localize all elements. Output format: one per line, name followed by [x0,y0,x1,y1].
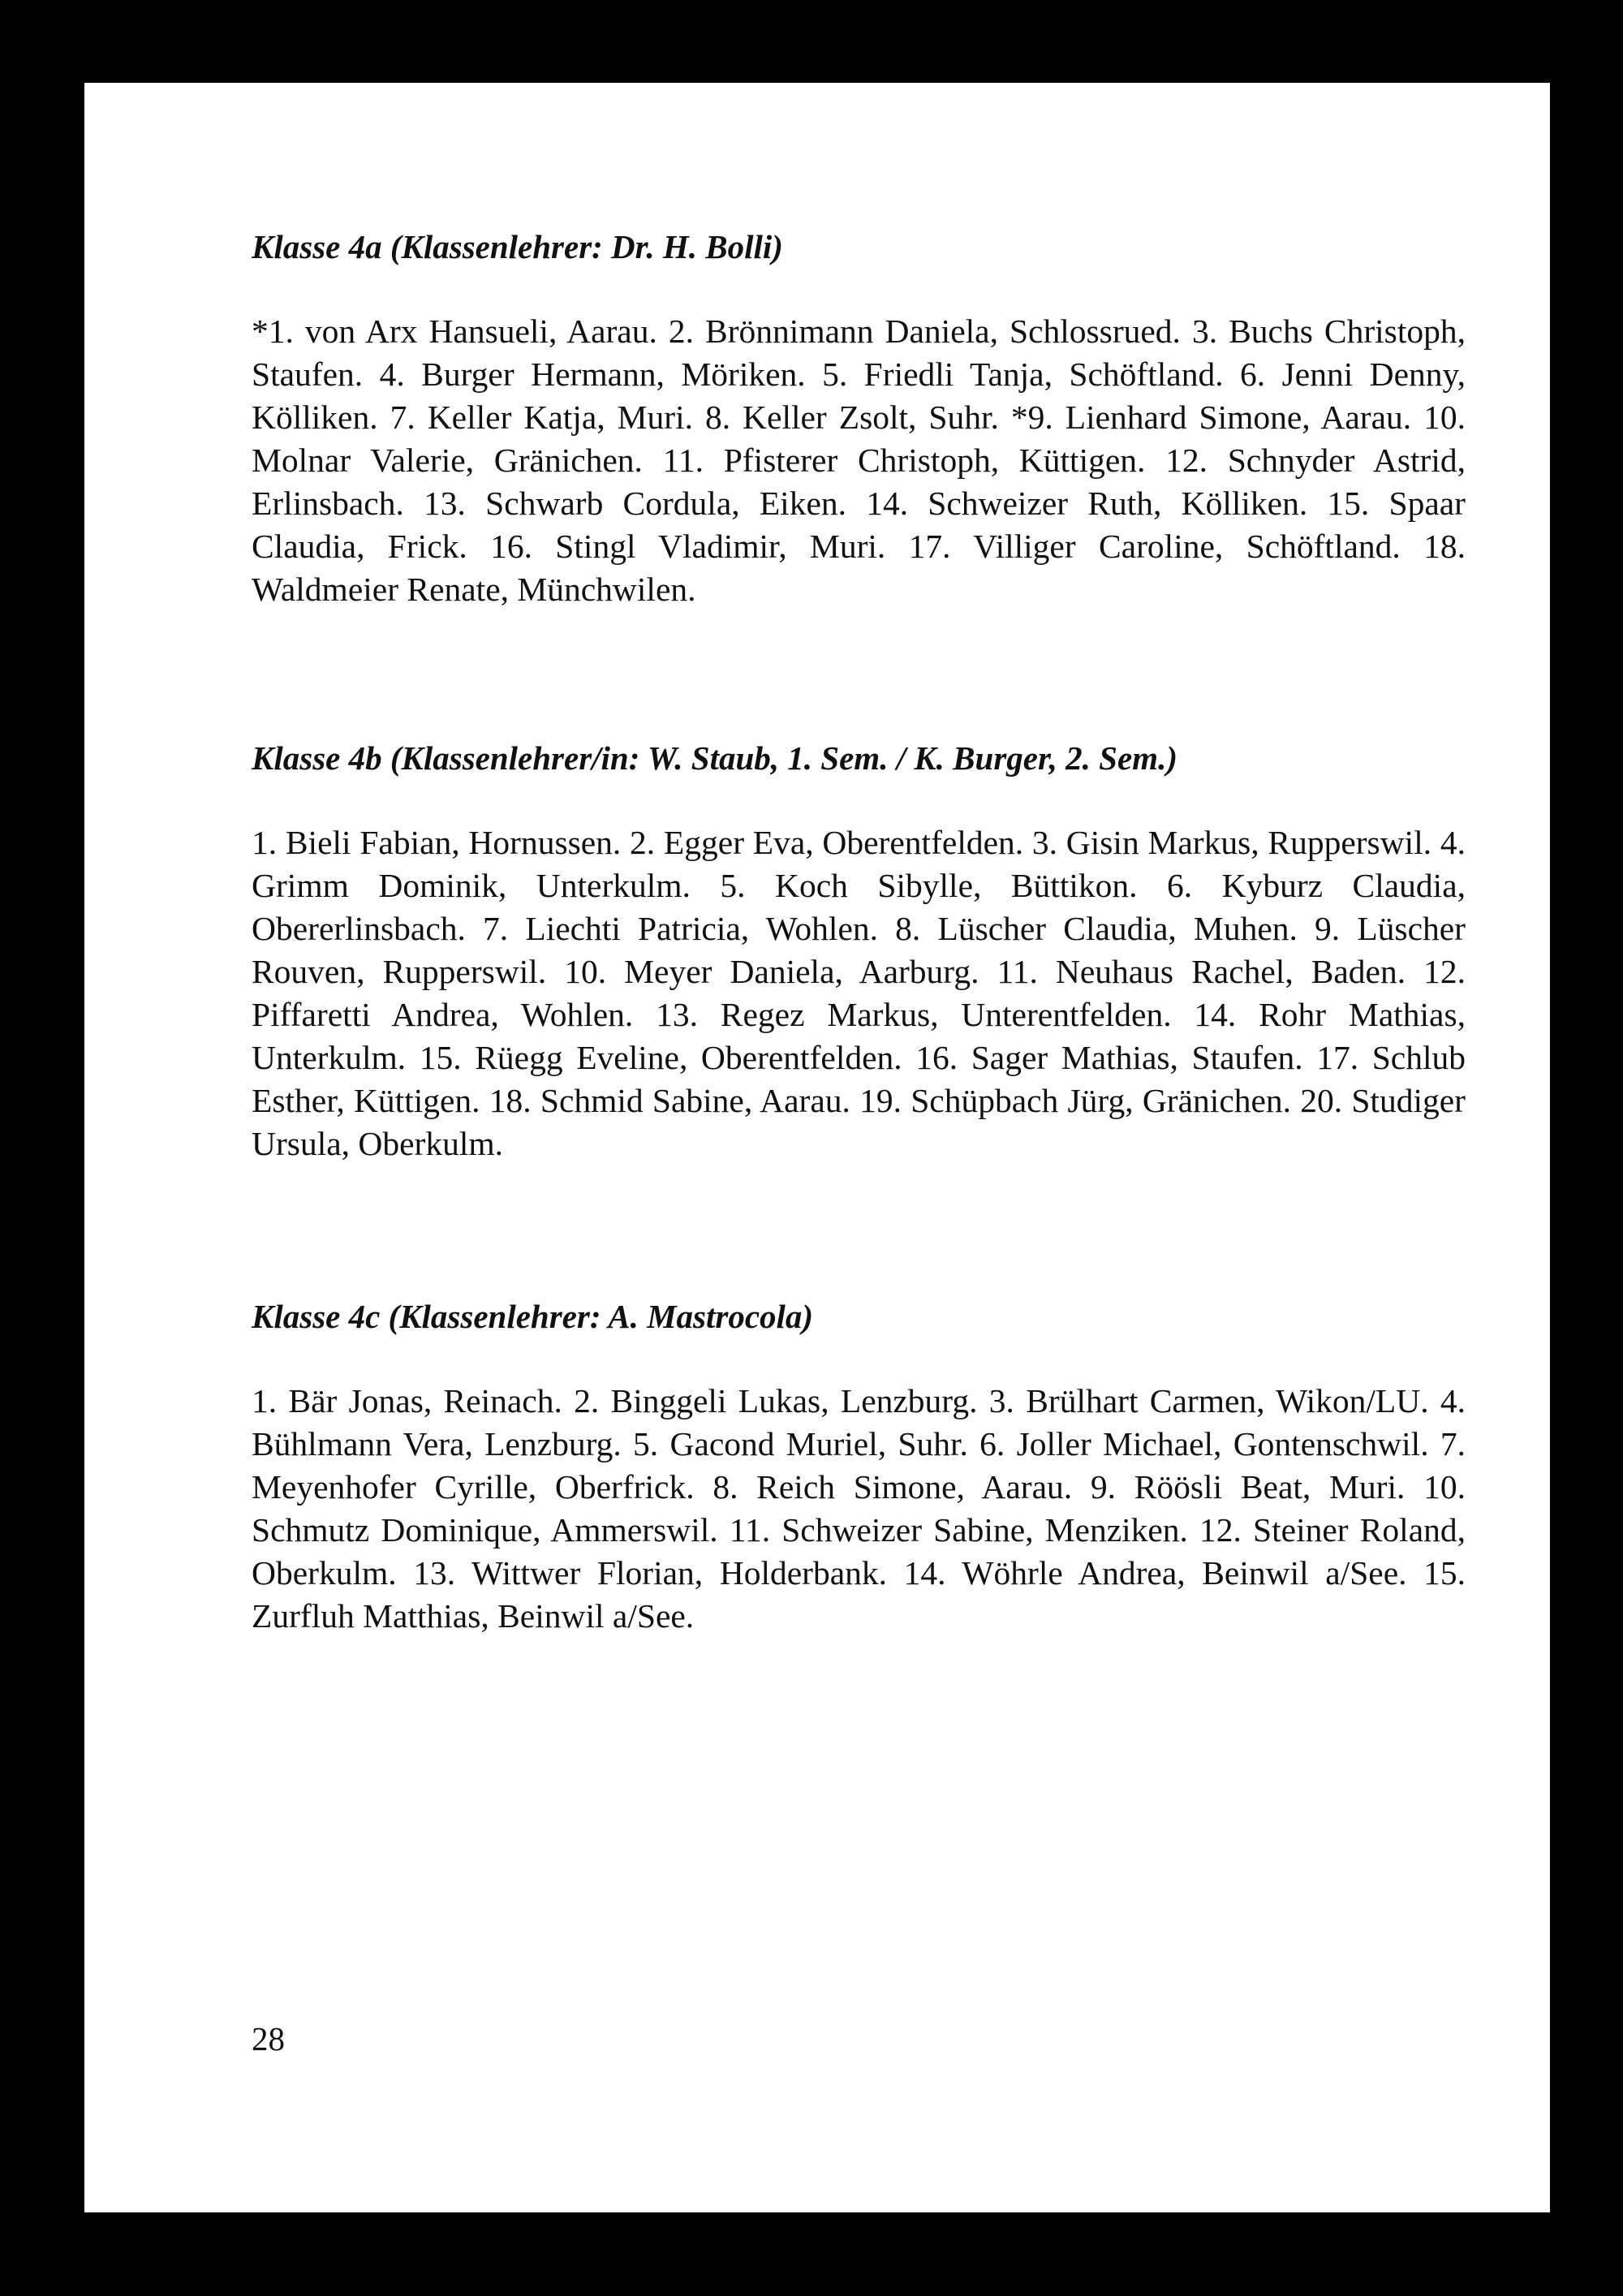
section-body-klasse-4c: 1. Bär Jonas, Reinach. 2. Binggeli Lukas, Lenzburg. 3. Brülhart Carmen, Wikon/LU. 4. Bühlmann Vera, Lenzburg. 5. Gacond Muriel, Suhr. 6. Joller Michael, Gontenschwil. 7. Meyenhofer Cyrille, Oberfrick. 8. Reich Simone, Aarau. 9. Röösli Beat, Muri. 10. Schmutz Dominique, Ammerswil. 11. Schweizer Sabine, Menziken. 12. Steiner Roland, Oberkulm. 13. Wittwer Florian, Holderbank. 14. Wöhrle Andrea, Beinwil a/See. 15. Zurfluh Matthias, Beinwil a/See. [252,1382,1466,1635]
section-body-klasse-4a: *1. von Arx Hansueli, Aarau. 2. Brönnimann Daniela, Schlossrued. 3. Buchs Christoph, Staufen. 4. Burger Hermann, Möriken. 5. Friedli Tanja, Schöftland. 6. Jenni Denny, Kölliken. 7. Keller Katja, Muri. 8. Keller Zsolt, Suhr. *9. Lienhard Simone, Aarau. 10. Molnar Valerie, Gränichen. 11. Pfisterer Christoph, Küttigen. 12. Schnyder Astrid, Erlinsbach. 13. Schwarb Cordula, Eiken. 14. Schweizer Ruth, Kölliken. 15. Spaar Claudia, Frick. 16. Stingl Vladimir, Muri. 17. Villiger Caroline, Schöftland. 18. Waldmeier Renate, Münchwilen. [252,312,1466,608]
section-heading-klasse-4b: Klasse 4b (Klassenlehrer/in: W. Staub, 1. Sem. / K. Burger, 2. Sem.) [252,739,1177,777]
section-heading-klasse-4c: Klasse 4c (Klassenlehrer: A. Mastrocola) [252,1298,814,1335]
page-number: 28 [252,2020,285,2057]
section-heading-klasse-4a: Klasse 4a (Klassenlehrer: Dr. H. Bolli) [252,228,783,265]
section-body-klasse-4b: 1. Bieli Fabian, Hornussen. 2. Egger Eva, Oberentfelden. 3. Gisin Markus, Rupperswil. 4. Grimm Dominik, Unterkulm. 5. Koch Sibylle, Büttikon. 6. Kyburz Claudia, Obererlinsbach. 7. Liechti Patricia, Wohlen. 8. Lüscher Claudia, Muhen. 9. Lüscher Rouven, Rupperswil. 10. Meyer Daniela, Aarburg. 11. Neuhaus Rachel, Baden. 12. Piffaretti Andrea, Wohlen. 13. Regez Markus, Unterentfelden. 14. Rohr Mathias, Unterkulm. 15. Rüegg Eveline, Oberentfelden. 16. Sager Mathias, Staufen. 17. Schlub Esther, Küttigen. 18. Schmid Sabine, Aarau. 19. Schüpbach Jürg, Gränichen. 20. Studiger Ursula, Oberkulm. [252,824,1466,1162]
document-page [84,83,1550,2212]
